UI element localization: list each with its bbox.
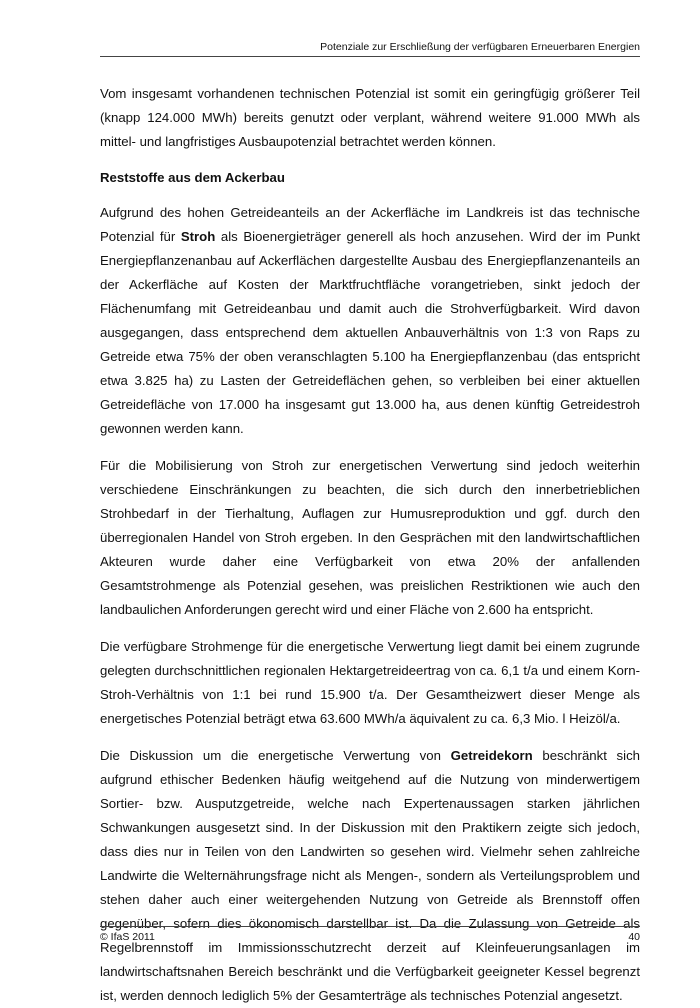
paragraph-straw-quantity: Die verfügbare Strohmenge für die energetische Verwertung liegt damit bei einem zugrunde gelegten durchschnittlichen regionalen Hektargetreideertrag von ca. 6,1 t/a und einem Korn-Stroh-Verhältnis von 1:1 bei rund 15.900 t/a. Der Gesamtheizwert dieser Menge als energetisches Potenzial beträgt etwa 63.600 MWh/a äquivalent zu ca. 6,3 Mio. l Heizöl/a.	[100, 639, 640, 726]
paragraph-straw-mobilisation: Für die Mobilisierung von Stroh zur energetischen Verwertung sind jedoch weiterhin verschiedene Einschränkungen zu beachten, die sich durch den innerbetrieblichen Strohbedarf in der Tierhaltung, Auflagen zur Humusreproduktion und ggf. durch den überregionalen Handel von Stroh ergeben. In den Gesprächen mit den landwirtschaftlichen Akteuren wurde daher eine Verfügbarkeit von etwa 20% der anfallenden Gesamtstrohmenge als Potenzial gesehen, was preislichen Restriktionen wie auch den landbaulichen Anforderungen gerecht wird und einer Fläche von 2.600 ha entspricht.	[100, 458, 640, 617]
paragraph-straw-potential	[100, 201, 640, 441]
bold-term-stroh: Stroh	[180, 229, 216, 244]
paragraph-text: als Bioenergieträger generell als hoch anzusehen. Wird der im Punkt Energiepflanzenanbau auf Ackerflächen dargestellte Ausbau des Energiepflanzenanteils an der Ackerfläche auf Kosten der Marktfruchtfläche vorangetrieben, sinkt jedoch der Flächenumfang mit Getreideanbau und damit auch die Strohverfügbarkeit. Wird davon ausgegangen, dass entsprechend dem aktuellen Anbauverhältnis von 1:3 von Raps zu Getreide etwa 75% der oben veranschlagten 5.100 ha Energiepflanzenbau (das entspricht etwa 3.825 ha) zu Lasten der Getreideflächen gehen, so verbleiben bei einer aktuellen Getreidefläche von 17.000 ha insgesamt gut 13.000 ha, aus denen künftig Getreidestroh gewonnen werden kann.	[100, 229, 640, 436]
footer-copyright: © IfaS 2011	[100, 931, 155, 943]
paragraph-text: Aufgrund des hohen Getreideanteils an der Ackerfläche im Landkreis ist das technische Potenzial für	[100, 205, 640, 244]
paragraph-potential-summary: Vom insgesamt vorhandenen technischen Potenzial ist somit ein geringfügig größerer Teil (knapp 124.000 MWh) bereits genutzt oder verplant, während weitere 91.000 MWh als mittel- und langfristiges Ausbaupotenzial betrachtet werden können.	[100, 86, 640, 149]
section-heading: Reststoffe aus dem Ackerbau	[100, 170, 285, 185]
paragraph-text: beschränkt sich aufgrund ethischer Bedenken häufig weitgehend auf die Nutzung von minderwertigem Sortier- bzw. Ausputzgetreide, welche nach Expertenaussagen starken jährlichen Schwankungen ausgesetzt sind. In der Diskussion mit den Praktikern zeigte sich jedoch, dass dies nur in Teilen von den Landwirten so gesehen wird. Vielmehr sehen zahlreiche Landwirte die Welternährungsfrage nicht als Mengen-, sondern als Verteilungsproblem und stehen daher auch einer weitergehenden Nutzung von Getreide als Brennstoff offen gegenüber, sofern dies ökonomisch darstellbar ist. Da die Zulassung von Getreide als Regelbrennstoff im Immissionsschutzrecht derzeit auf Kleinfeuerungsanlagen im landwirtschaftsnahen Bereich beschränkt und die Verfügbarkeit geeigneter Kessel begrenzt ist, werden dennoch lediglich 5% der Gesamterträge als technisches Potenzial angesetzt.	[100, 748, 640, 1003]
paragraph-text: Die Diskussion um die energetische Verwertung von	[100, 748, 451, 763]
page-number: 40	[628, 931, 640, 943]
header-title: Potenziale zur Erschließung der verfügbaren Erneuerbaren Energien	[320, 41, 640, 53]
page-header	[100, 40, 640, 57]
paragraph-grain-discussion	[100, 744, 640, 1008]
bold-term-getreidekorn: Getreidekorn	[450, 748, 533, 763]
document-body	[100, 82, 640, 1008]
page-footer	[100, 926, 640, 943]
